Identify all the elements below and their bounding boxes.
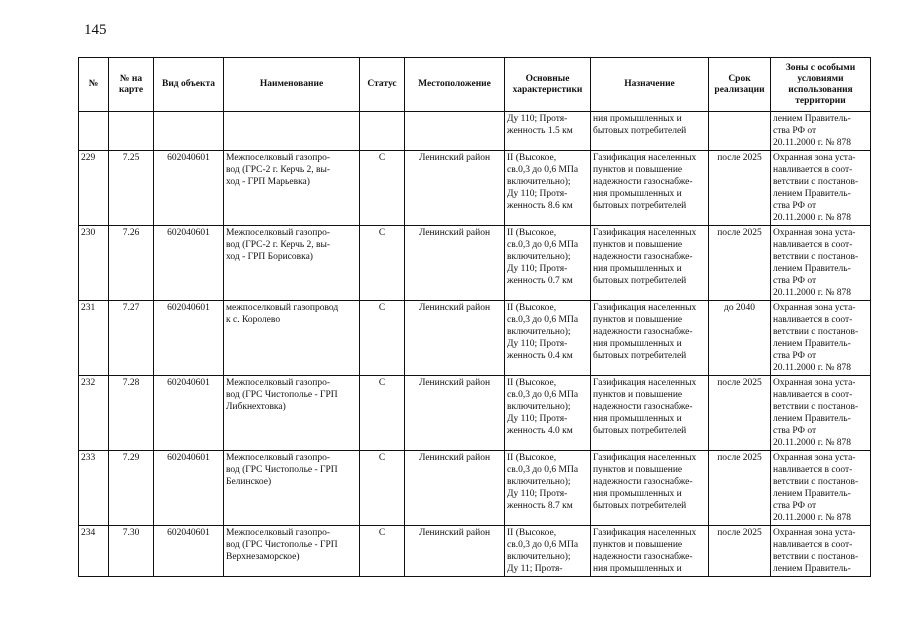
cell-term [709,112,771,151]
cell-map-no: 7.27 [109,301,154,376]
table-row [79,301,871,376]
cell-location [405,112,505,151]
cell-object-type: 602040601 [154,301,224,376]
header-object-type: Вид объекта [154,58,224,112]
page-number: 145 [84,22,107,38]
cell-num: 231 [79,301,109,376]
cell-num: 230 [79,226,109,301]
header-term: Срок реализации [709,58,771,112]
cell-object-type: 602040601 [154,451,224,526]
cell-location: Ленинский район [405,151,505,226]
header-name: Наименование [224,58,360,112]
cell-characteristics: II (Высокое, св.0,3 до 0,6 МПа включительно); Ду 110; Протя- женность 8.7 км [505,451,591,526]
cell-object-type: 602040601 [154,376,224,451]
cell-num [79,112,109,151]
cell-location: Ленинский район [405,376,505,451]
cell-name [224,112,360,151]
cell-num: 233 [79,451,109,526]
cell-term: после 2025 [709,451,771,526]
cell-name: межпоселковый газопровод к с. Королево [224,301,360,376]
table-row [79,376,871,451]
cell-term: до 2040 [709,301,771,376]
cell-purpose: Газификация населенных пунктов и повышение надежности газоснабже- ния промышленных и бытовых потребителей [591,151,709,226]
cell-zones: Охранная зона уста- навливается в соот- ветствии с постанов- лением Правитель- ства РФ от 20.11.2000 г. № 878 [771,376,871,451]
header-num: № [79,58,109,112]
cell-map-no: 7.28 [109,376,154,451]
cell-zones: Охранная зона уста- навливается в соот- ветствии с постанов- лением Правитель- ства РФ от 20.11.2000 г. № 878 [771,151,871,226]
cell-object-type: 602040601 [154,151,224,226]
cell-zones: лением Правитель- ства РФ от 20.11.2000 г. № 878 [771,112,871,151]
cell-num: 229 [79,151,109,226]
cell-object-type: 602040601 [154,526,224,577]
cell-name: Межпоселковый газопро- вод (ГРС Чистополье - ГРП Верхнезаморское) [224,526,360,577]
cell-object-type [154,112,224,151]
cell-location: Ленинский район [405,226,505,301]
cell-name: Межпоселковый газопро- вод (ГРС-2 г. Керчь 2, вы- ход - ГРП Борисовка) [224,226,360,301]
cell-map-no: 7.25 [109,151,154,226]
cell-location: Ленинский район [405,301,505,376]
cell-characteristics: Ду 110; Протя- женность 1.5 км [505,112,591,151]
cell-purpose: Газификация населенных пунктов и повышение надежности газоснабже- ния промышленных и бытовых потребителей [591,376,709,451]
cell-map-no: 7.30 [109,526,154,577]
table-row [79,526,871,577]
cell-status: С [360,451,405,526]
table-row [79,226,871,301]
cell-purpose: Газификация населенных пунктов и повышение надежности газоснабже- ния промышленных и бытовых потребителей [591,301,709,376]
cell-name: Межпоселковый газопро- вод (ГРС Чистополье - ГРП Белинское) [224,451,360,526]
register-table [78,57,871,577]
cell-name: Межпоселковый газопро- вод (ГРС-2 г. Керчь 2, вы- ход - ГРП Марьевка) [224,151,360,226]
header-characteristics: Основные характеристики [505,58,591,112]
cell-characteristics: II (Высокое, св.0,3 до 0,6 МПа включительно); Ду 110; Протя- женность 4.0 км [505,376,591,451]
cell-term: после 2025 [709,526,771,577]
cell-term: после 2025 [709,226,771,301]
cell-location: Ленинский район [405,526,505,577]
table-row [79,451,871,526]
cell-status: С [360,151,405,226]
cell-purpose: ния промышленных и бытовых потребителей [591,112,709,151]
cell-characteristics: II (Высокое, св.0,3 до 0,6 МПа включительно); Ду 110; Протя- женность 0.4 км [505,301,591,376]
cell-zones: Охранная зона уста- навливается в соот- ветствии с постанов- лением Правитель- ства РФ от 20.11.2000 г. № 878 [771,301,871,376]
cell-status: С [360,226,405,301]
cell-status: С [360,301,405,376]
cell-term: после 2025 [709,376,771,451]
header-purpose: Назначение [591,58,709,112]
cell-purpose: Газификация населенных пунктов и повышение надежности газоснабже- ния промышленных и бытовых потребителей [591,451,709,526]
cell-status: С [360,376,405,451]
cell-num: 232 [79,376,109,451]
cell-characteristics: II (Высокое, св.0,3 до 0,6 МПа включительно); Ду 110; Протя- женность 8.6 км [505,151,591,226]
cell-purpose: Газификация населенных пунктов и повышение надежности газоснабже- ния промышленных и [591,526,709,577]
cell-map-no: 7.26 [109,226,154,301]
table-header-row [79,58,871,112]
header-status: Статус [360,58,405,112]
header-location: Местоположение [405,58,505,112]
cell-term: после 2025 [709,151,771,226]
cell-num: 234 [79,526,109,577]
cell-object-type: 602040601 [154,226,224,301]
cell-characteristics: II (Высокое, св.0,3 до 0,6 МПа включительно); Ду 110; Протя- женность 0.7 км [505,226,591,301]
header-map-no: № на карте [109,58,154,112]
cell-zones: Охранная зона уста- навливается в соот- ветствии с постанов- лением Правитель- ства РФ от 20.11.2000 г. № 878 [771,451,871,526]
cell-characteristics: II (Высокое, св.0,3 до 0,6 МПа включительно); Ду 11; Протя- [505,526,591,577]
cell-status [360,112,405,151]
header-zones: Зоны с особыми условиями использования территории [771,58,871,112]
cell-status: С [360,526,405,577]
continuation-row [79,112,871,151]
cell-map-no [109,112,154,151]
cell-name: Межпоселковый газопро- вод (ГРС Чистополье - ГРП Либкнехтовка) [224,376,360,451]
cell-zones: Охранная зона уста- навливается в соот- ветствии с постанов- лением Правитель- ства РФ от 20.11.2000 г. № 878 [771,226,871,301]
cell-zones: Охранная зона уста- навливается в соот- ветствии с постанов- лением Правитель- [771,526,871,577]
cell-map-no: 7.29 [109,451,154,526]
table-row [79,151,871,226]
cell-purpose: Газификация населенных пунктов и повышение надежности газоснабже- ния промышленных и бытовых потребителей [591,226,709,301]
cell-location: Ленинский район [405,451,505,526]
